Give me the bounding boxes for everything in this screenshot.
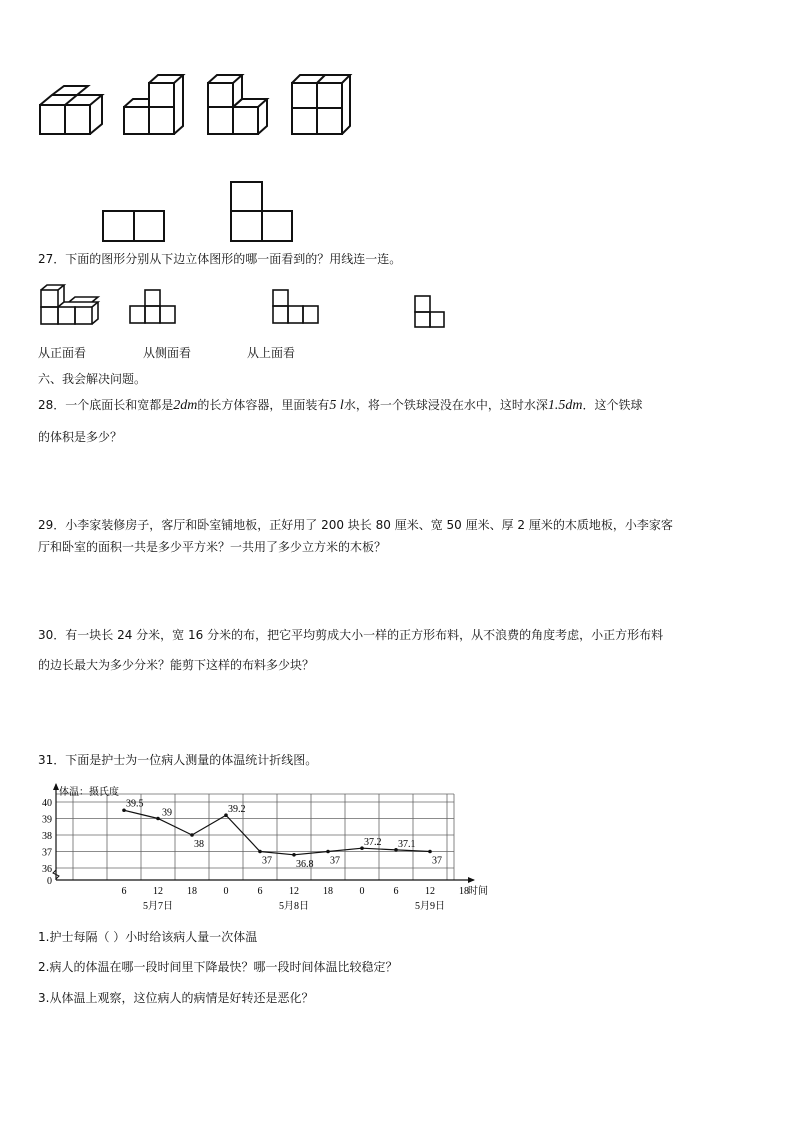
- section-six-title: 六、我会解决问题。: [38, 372, 147, 386]
- q28-value-2dm: 2dm: [173, 398, 198, 413]
- x-tick-label: 18: [187, 886, 197, 897]
- x-tick-label: 0: [223, 886, 229, 897]
- cube-solids-row: [30, 70, 370, 142]
- q28-value-5l: 5 l: [329, 398, 344, 413]
- data-label: 39.5: [126, 798, 144, 810]
- q28-value-1-5dm: 1.5dm: [547, 398, 583, 413]
- data-point: [156, 817, 160, 821]
- date-label: 5月7日: [143, 901, 173, 912]
- data-label: 37: [330, 855, 340, 867]
- q29-line1: 29．小李家装修房子，客厅和卧室铺地板，正好用了 200 块长 80 厘米、宽 50 厘米、厚 2 厘米的木质地板，小李家客: [38, 518, 673, 532]
- q27-view-c: [415, 296, 444, 327]
- y-tick-label: 36: [42, 864, 52, 875]
- x-tick-label: 18: [323, 886, 333, 897]
- q28-text-a: 28．一个底面长和宽都是: [38, 398, 174, 412]
- y-tick-label: 38: [42, 831, 52, 842]
- data-label: 37: [262, 855, 272, 867]
- label-side-view: 从侧面看: [143, 346, 192, 360]
- y-tick-label: 0: [47, 876, 52, 887]
- view-l-shape: [231, 182, 292, 241]
- x-tick-label: 18: [459, 886, 469, 897]
- y-tick-label: 40: [42, 798, 52, 809]
- q27-view-a: [130, 290, 175, 323]
- y-axis-label: 体温：摄氏度: [59, 787, 119, 798]
- cube-solid-1: [40, 86, 102, 134]
- label-top-view: 从上面看: [247, 346, 296, 360]
- data-label: 37.1: [398, 838, 416, 850]
- x-axis-arrow: [468, 877, 475, 883]
- cube-solid-4: [292, 75, 350, 134]
- x-tick-label: 6: [121, 886, 127, 897]
- q30-line1: 30．有一块长 24 分米，宽 16 分米的布，把它平均剪成大小一样的正方形布料，从不浪费的角度考虑，小正方形布料: [38, 628, 664, 642]
- x-tick-label: 12: [289, 886, 299, 897]
- q28-text-b: 的长方体容器，里面装有: [197, 398, 330, 412]
- y-tick-label: 37: [42, 847, 52, 859]
- data-label: 39: [162, 807, 172, 819]
- x-tick-label: 12: [425, 886, 435, 897]
- x-tick-label: 0: [359, 886, 365, 897]
- data-point: [258, 850, 262, 854]
- data-point: [428, 850, 432, 854]
- data-label: 36.8: [296, 858, 314, 870]
- q27-view-b: [273, 290, 318, 323]
- data-point: [190, 833, 194, 837]
- data-point: [292, 853, 296, 857]
- x-tick-label: 12: [153, 886, 163, 897]
- q28-line1: [38, 396, 642, 414]
- view-two-squares: [103, 211, 164, 241]
- data-point: [326, 850, 330, 854]
- q28-text-d: ．这个铁球: [582, 398, 643, 412]
- chart-grid: [56, 794, 454, 880]
- q27-prompt: 27．下面的图形分别从下边立体图形的哪一面看到的？用线连一连。: [38, 252, 402, 266]
- q31-sub3: 3.从体温上观察，这位病人的病情是好转还是恶化？: [38, 991, 314, 1005]
- q29-line2: 厅和卧室的面积一共是多少平方米？一共用了多少立方米的木板？: [38, 540, 387, 554]
- chart-labels: [42, 785, 488, 912]
- data-label: 38: [194, 839, 204, 850]
- x-tick-label: 6: [393, 886, 399, 897]
- q27-solid: [41, 285, 98, 324]
- x-axis-label: 时间: [468, 886, 488, 897]
- q31-sub2: 2.病人的体温在哪一段时间里下降最快？哪一段时间体温比较稳定？: [38, 960, 398, 974]
- q28-text-c: 水，将一个铁球浸没在水中，这时水深: [343, 398, 548, 412]
- cube-solid-2: [124, 75, 183, 134]
- q31-sub1: 1.护士每隔（ ）小时给该病人量一次体温: [38, 930, 258, 944]
- x-tick-label: 6: [257, 886, 263, 897]
- temperature-line-chart: [36, 782, 488, 912]
- view-shapes-row: [100, 180, 300, 244]
- q31-prompt: 31．下面是护士为一位病人测量的体温统计折线图。: [38, 753, 318, 767]
- cube-solid-3: [208, 75, 267, 134]
- q30-line2: 的边长最大为多少分米？能剪下这样的布料多少块？: [38, 658, 315, 672]
- q28-line2: 的体积是多少？: [38, 430, 123, 444]
- data-label: 39.2: [228, 804, 246, 816]
- data-label: 37.2: [364, 837, 382, 849]
- q27-figures: [36, 282, 456, 330]
- y-tick-label: 39: [42, 814, 52, 826]
- data-label: 37: [432, 855, 442, 867]
- date-label: 5月9日: [415, 901, 445, 912]
- date-label: 5月8日: [279, 901, 309, 912]
- label-front-view: 从正面看: [38, 346, 87, 360]
